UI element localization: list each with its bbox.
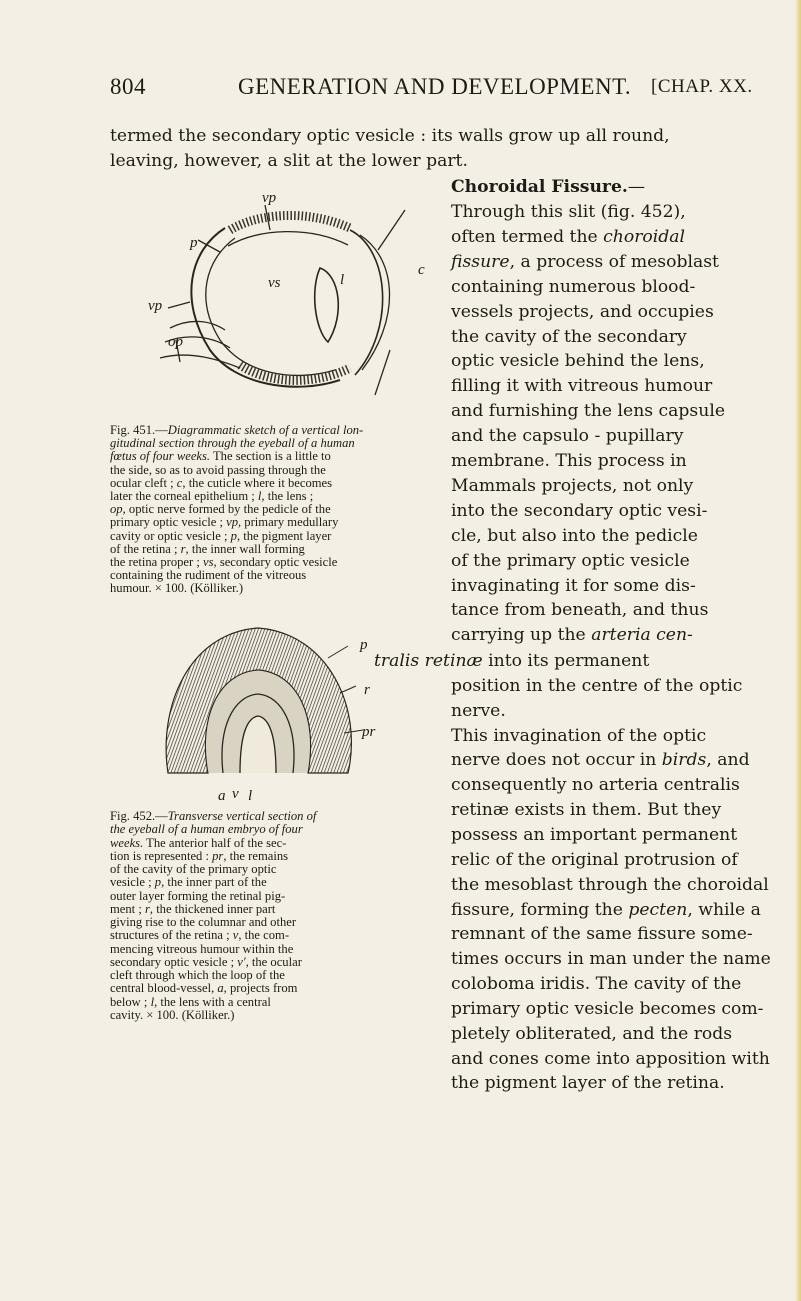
caption-line: tion is represented : pr, the remains bbox=[110, 848, 289, 863]
body-line: and cones come into apposition with bbox=[451, 1048, 770, 1069]
caption-line: below ; l, the lens with a central bbox=[110, 994, 271, 1009]
caption-line: fœtus of four weeks. The section is a little to bbox=[110, 449, 331, 464]
fig451-label-op: op bbox=[168, 334, 183, 350]
body-line: optic vesicle behind the lens, bbox=[451, 351, 705, 372]
intro-line-2: leaving, however, a slit at the lower part. bbox=[110, 151, 468, 171]
body-line: This invagination of the optic bbox=[451, 725, 707, 746]
caption-line: secondary optic vesicle ; v', the ocular bbox=[110, 954, 302, 969]
page-number: 804 bbox=[110, 74, 146, 99]
body-line: consequently no arteria centralis bbox=[451, 775, 740, 796]
caption-line: op, optic nerve formed by the pedicle of the bbox=[110, 502, 331, 517]
fig-452-diagram bbox=[148, 598, 378, 778]
caption-line: the side, so as to avoid passing through the bbox=[110, 462, 326, 477]
page-edge bbox=[795, 0, 801, 1301]
body-line: remnant of the same fissure some- bbox=[451, 924, 753, 945]
caption-line: ocular cleft ; c, the cuticle where it becomes bbox=[110, 475, 333, 490]
body-line: containing numerous blood- bbox=[451, 276, 696, 297]
fig452-label-pr: pr bbox=[362, 724, 376, 740]
body-line: relic of the original protrusion of bbox=[451, 849, 738, 870]
body-line: times occurs in man under the name bbox=[451, 949, 771, 970]
body-line: cle, but also into the pedicle bbox=[451, 525, 698, 546]
body-line: and the capsulo - pupillary bbox=[451, 426, 684, 447]
caption-line: vesicle ; p, the inner part of the bbox=[110, 875, 267, 890]
section-heading-dash: — bbox=[627, 177, 646, 197]
caption-line: cavity or optic vesicle ; p, the pigment layer bbox=[110, 528, 332, 543]
fig452-label-l: l bbox=[248, 788, 253, 804]
caption-line: later the corneal epithelium ; l, the lens ; bbox=[110, 489, 314, 503]
body-line: retinæ exists in them. But they bbox=[451, 800, 722, 821]
body-line: position in the centre of the optic bbox=[451, 675, 743, 696]
body-line: tralis retinæ into its permanent bbox=[374, 651, 650, 671]
fig452-label-r: r bbox=[364, 682, 370, 698]
caption-line: the retina proper ; vs, secondary optic vesicle bbox=[110, 555, 338, 569]
fig451-label-c: c bbox=[418, 262, 425, 278]
body-line: often termed the choroidal bbox=[451, 226, 686, 247]
fig452-label-v: v bbox=[232, 786, 239, 802]
body-line: tance from beneath, and thus bbox=[451, 600, 709, 621]
body-line: nerve does not occur in birds, and bbox=[451, 750, 750, 771]
caption-line: containing the rudiment of the vitreous bbox=[110, 568, 307, 583]
fig451-label-p: p bbox=[190, 235, 198, 251]
caption-line: the eyeball of a human embryo of four bbox=[110, 822, 303, 837]
caption-line: central blood-vessel, a, projects from bbox=[110, 981, 298, 996]
body-line: carrying up the arteria cen- bbox=[451, 625, 693, 646]
caption-line: weeks. The anterior half of the sec- bbox=[110, 835, 287, 850]
body-line: the pigment layer of the retina. bbox=[451, 1073, 725, 1094]
fig452-label-p: p bbox=[360, 637, 368, 653]
body-line: fissure, a process of mesoblast bbox=[451, 251, 719, 272]
caption-line: primary optic vesicle ; vp, primary medullary bbox=[110, 515, 339, 530]
chapter-label: [CHAP. XX. bbox=[651, 76, 753, 97]
body-line: fissure, forming the pecten, while a bbox=[451, 899, 761, 920]
body-line: primary optic vesicle becomes com- bbox=[451, 998, 764, 1019]
body-line: vessels projects, and occupies bbox=[451, 301, 714, 322]
body-line: into the secondary optic vesi- bbox=[451, 500, 708, 521]
body-line: coloboma iridis. The cavity of the bbox=[451, 974, 742, 995]
body-line: possess an important permanent bbox=[451, 824, 738, 845]
running-title: GENERATION AND DEVELOPMENT. bbox=[238, 74, 632, 99]
body-line: pletely obliterated, and the rods bbox=[451, 1023, 733, 1044]
body-line: membrane. This process in bbox=[451, 451, 687, 471]
caption-line: structures of the retina ; v, the com- bbox=[110, 928, 290, 943]
caption-line: humour. × 100. (Kölliker.) bbox=[110, 581, 244, 596]
caption-line: mencing vitreous humour within the bbox=[110, 941, 294, 956]
body-line: the mesoblast through the choroidal bbox=[451, 874, 769, 895]
fig451-label-l: l bbox=[340, 272, 345, 288]
caption-line: Fig. 452.—Transverse vertical section of bbox=[110, 809, 317, 823]
fig451-label-vp-top: vp bbox=[262, 190, 277, 206]
body-line: of the primary optic vesicle bbox=[451, 550, 690, 571]
fig-451-diagram bbox=[150, 190, 445, 412]
fig451-label-vs: vs bbox=[268, 275, 281, 291]
caption-line: cleft through which the loop of the bbox=[110, 968, 285, 982]
fig452-label-a: a bbox=[218, 788, 226, 804]
body-line: nerve. bbox=[451, 700, 506, 721]
intro-line-1: termed the secondary optic vesicle : its walls grow up all round, bbox=[110, 126, 670, 146]
caption-line: outer layer forming the retinal pig- bbox=[110, 888, 286, 903]
caption-line: cavity. × 100. (Kölliker.) bbox=[110, 1007, 235, 1022]
body-line: filling it with vitreous humour bbox=[451, 376, 713, 397]
body-line: Through this slit (fig. 452), bbox=[451, 202, 686, 222]
body-line: the cavity of the secondary bbox=[451, 326, 687, 347]
caption-line: ment ; r, the thickened inner part bbox=[110, 901, 276, 916]
caption-line: gitudinal section through the eyeball of a human bbox=[110, 436, 355, 451]
caption-line: Fig. 451.—Diagrammatic sketch of a vertical lon- bbox=[110, 423, 364, 437]
section-heading bbox=[451, 176, 645, 198]
body-line: and furnishing the lens capsule bbox=[451, 401, 725, 422]
fig451-label-vp-left: vp bbox=[148, 298, 163, 314]
body-line: Mammals projects, not only bbox=[451, 475, 694, 496]
caption-line: of the cavity of the primary optic bbox=[110, 862, 277, 876]
body-line: invaginating it for some dis- bbox=[451, 575, 696, 596]
caption-line: of the retina ; r, the inner wall forming bbox=[110, 541, 305, 556]
caption-line: giving rise to the columnar and other bbox=[110, 915, 297, 929]
section-heading-title: Choroidal Fissure. bbox=[451, 177, 628, 197]
